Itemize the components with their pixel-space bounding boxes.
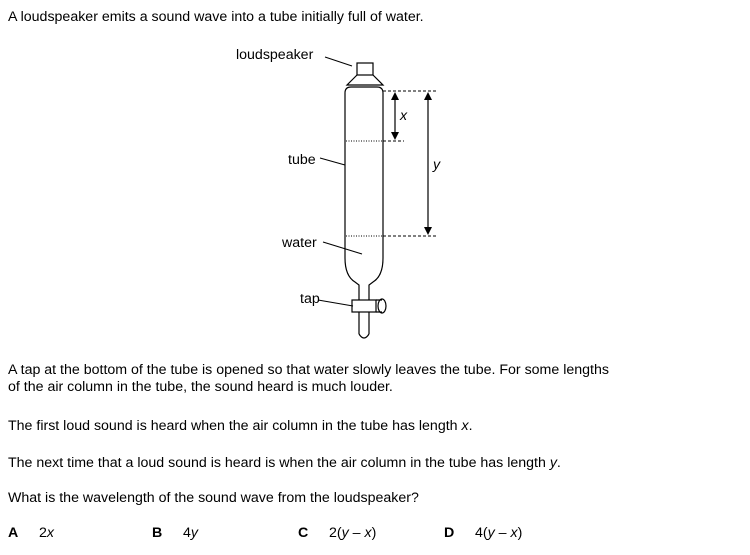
option-a[interactable]: A 2x	[8, 525, 54, 541]
tap-label: tap	[300, 291, 320, 307]
question-text: What is the wavelength of the sound wave from the loudspeaker?	[8, 490, 419, 506]
tube-label: tube	[288, 152, 316, 168]
tap-leader-line	[318, 300, 353, 306]
loudspeaker-label: loudspeaker	[236, 47, 314, 63]
option-d[interactable]: D 4(y – x)	[444, 525, 523, 541]
loudspeaker-shape	[347, 63, 383, 85]
paragraph-2: The first loud sound is heard when the air column in the tube has length x.	[8, 418, 473, 434]
paragraph-1-line-1: A tap at the bottom of the tube is opened so that water slowly leaves the tube. For some lengths	[8, 362, 609, 378]
water-leader-line	[323, 242, 362, 254]
option-b[interactable]: B 4y	[152, 525, 198, 541]
paragraph-3: The next time that a loud sound is heard is when the air column in the tube has length y.	[8, 455, 561, 471]
intro-text: A loudspeaker emits a sound wave into a tube initially full of water.	[8, 9, 424, 25]
x-label: x	[400, 108, 408, 124]
tube-leader-line	[320, 158, 345, 165]
tap-shape	[352, 299, 386, 313]
y-label: y	[433, 157, 441, 173]
water-label: water	[282, 235, 317, 251]
loudspeaker-leader-line	[325, 57, 352, 66]
paragraph-1-line-2: of the air column in the tube, the sound heard is much louder.	[8, 379, 393, 395]
option-c[interactable]: C 2(y – x)	[298, 525, 377, 541]
